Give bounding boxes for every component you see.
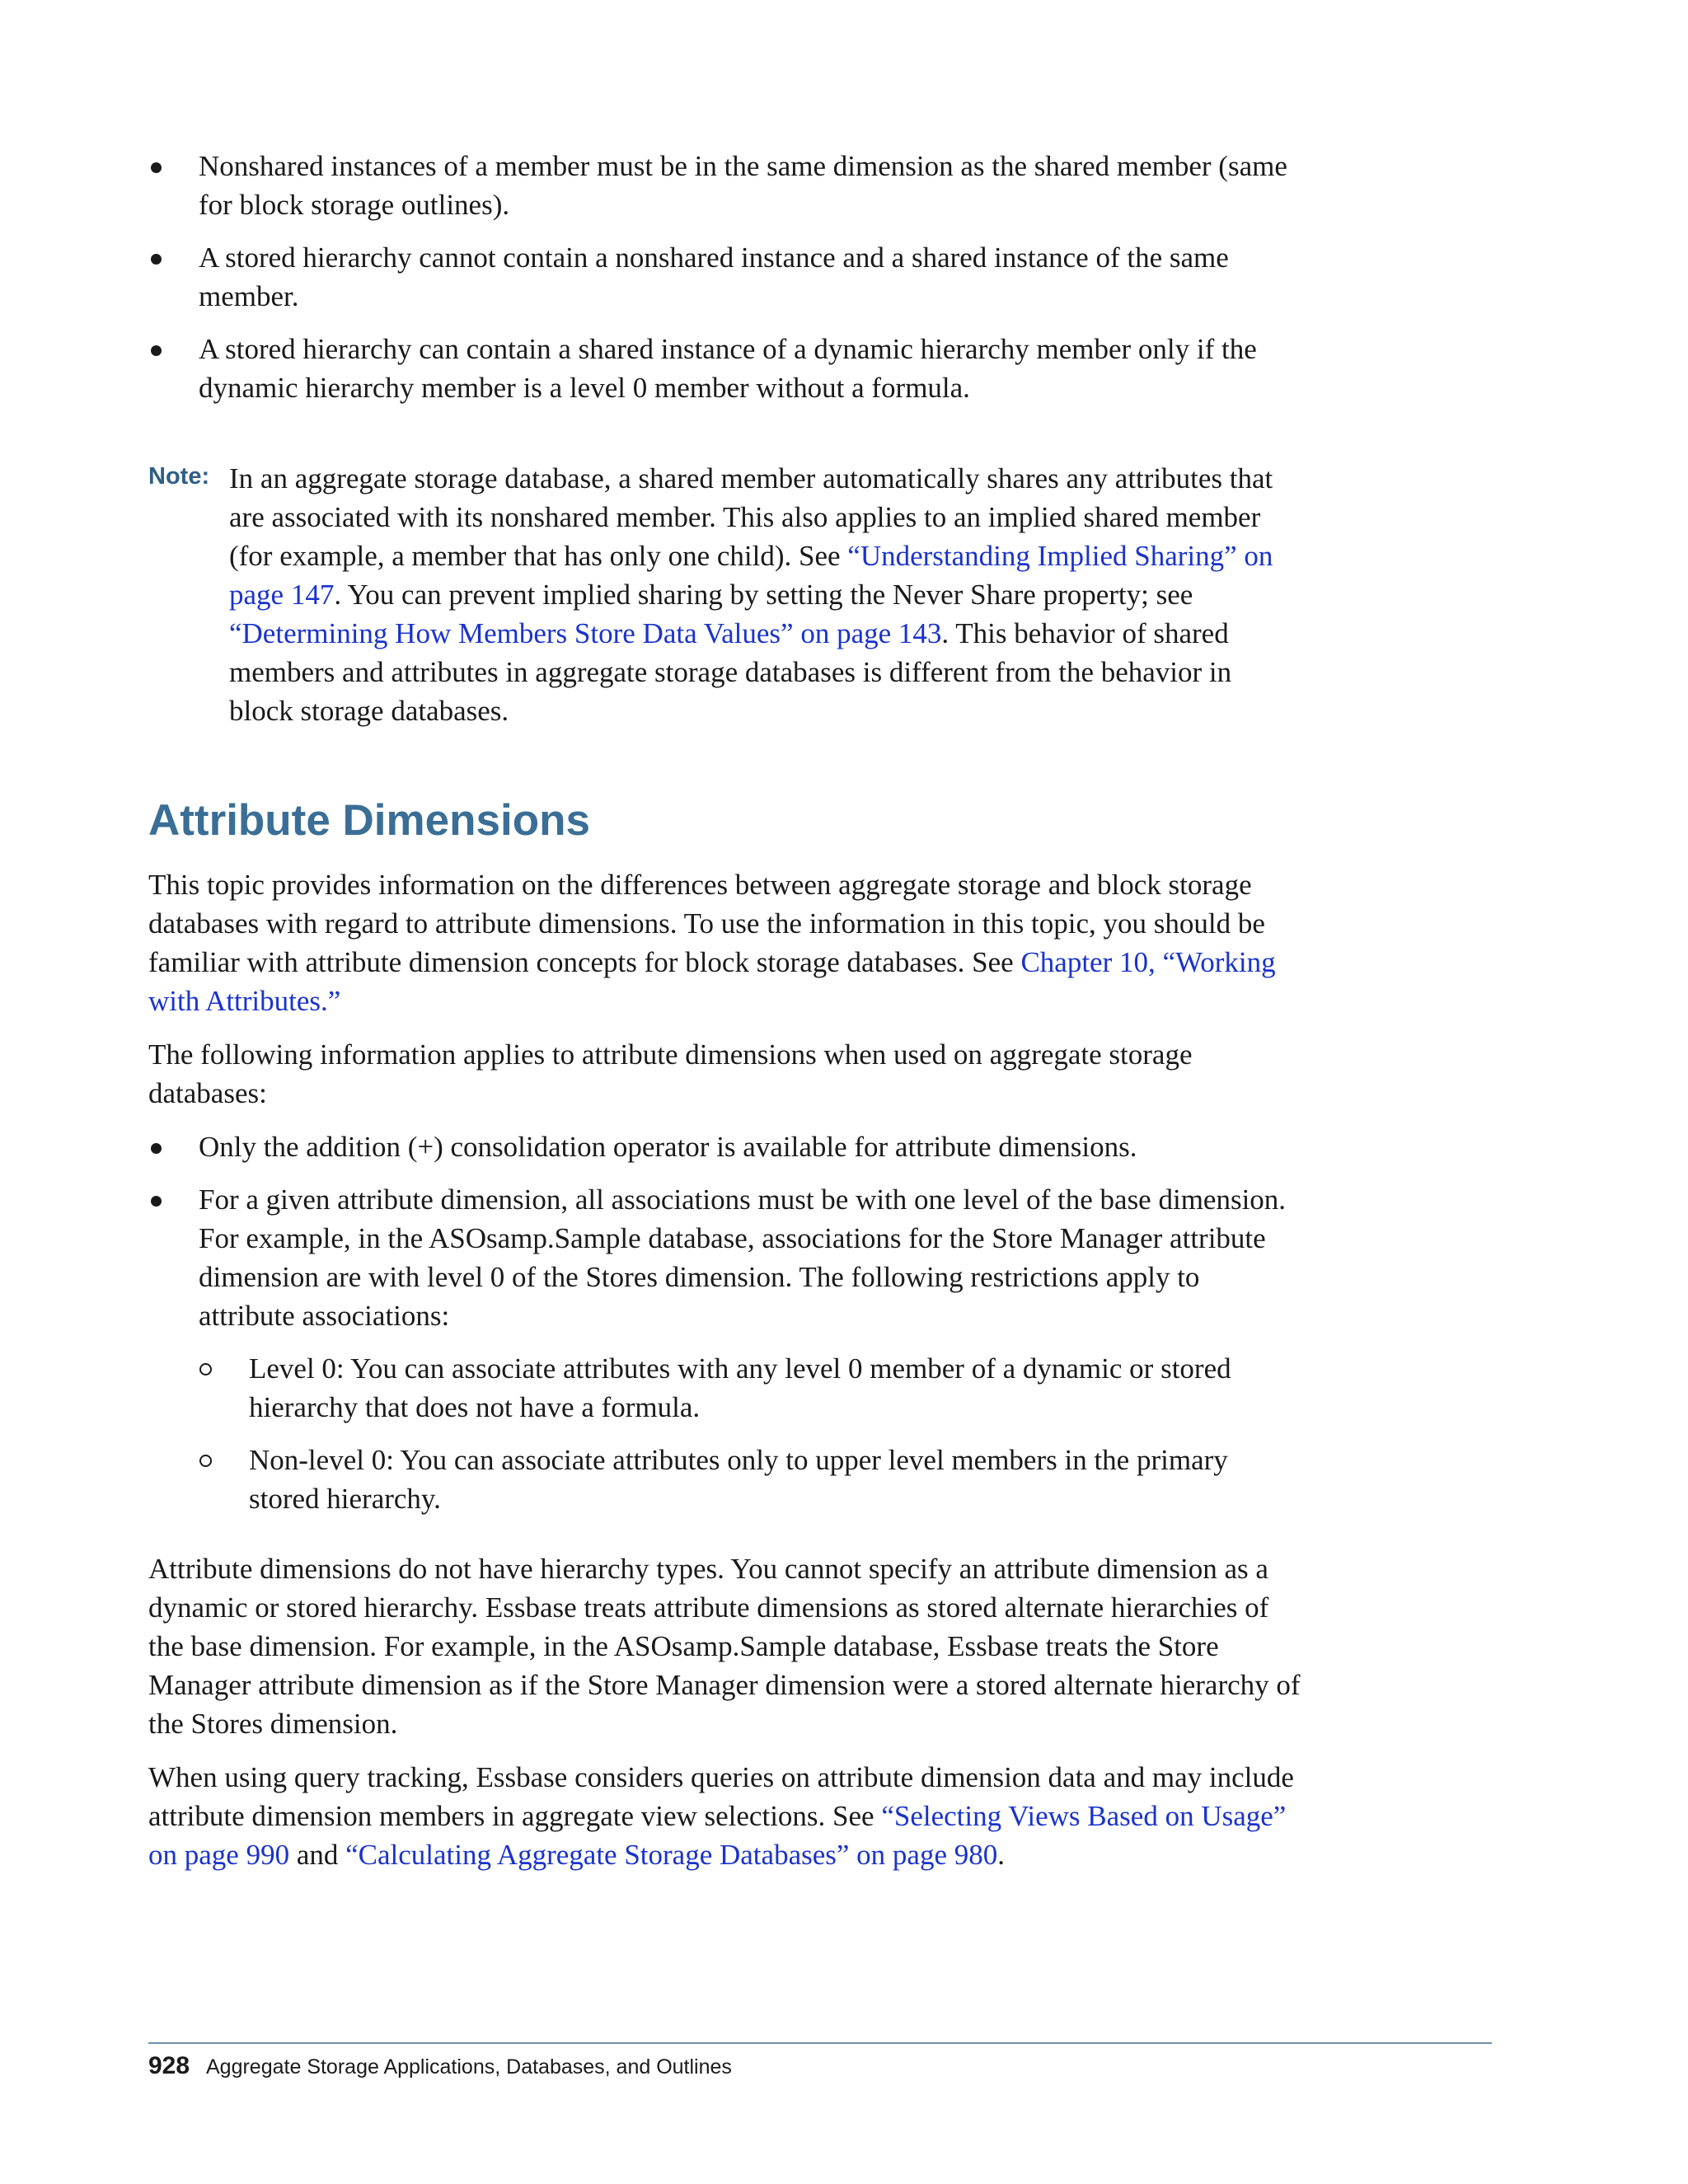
bullet-icon [151,345,162,356]
note-label: Note: [148,463,210,490]
query-text: . [997,1839,1005,1871]
bullet-icon [151,1196,162,1207]
restriction-sub-list [148,1349,1302,1518]
note-text: . This behavior of shared members and attributes in aggregate storage databases is different from the behavior in block storage databases. [229,617,1232,727]
chapter-10-link[interactable]: Chapter 10, “Working with Attributes.” [148,946,1276,1017]
bullet-icon [151,254,162,265]
bullet-text: Nonshared instances of a member must be in the same dimension as the shared member (same for block storage outlines). [199,150,1287,221]
list-item [148,330,1302,407]
bullet-text: A stored hierarchy can contain a shared instance of a dynamic hierarchy member only if the dynamic hierarchy member is a level 0 member without a formula. [199,333,1257,404]
bullet-text: Only the addition (+) consolidation operator is available for attribute dimensions. [199,1131,1137,1163]
footer-title: Aggregate Storage Applications, Databases, and Outlines [206,2055,732,2079]
page-number: 928 [148,2052,190,2079]
top-bullet-list [148,147,1302,407]
intro-text: This topic provides information on the differences between aggregate storage and block storage databases with regard to attribute dimensions. To use the information in this topic, you should be familiar with attribute dimension concepts for block storage databases. See [148,869,1265,978]
lead-in-paragraph: The following information applies to attribute dimensions when used on aggregate storage databases: [148,1038,1193,1109]
list-item [148,238,1302,316]
note-text: In an aggregate storage database, a shared member automatically shares any attributes that are associated with its nonshared member. This also applies to an implied shared member (for example, a member that has only one child). See [229,462,1273,572]
list-item [148,1441,1302,1518]
top-bullet-list-container [148,147,1302,407]
sub-bullet-text: Non-level 0: You can associate attributes only to upper level members in the primary stored hierarchy. [249,1444,1228,1515]
note-body [229,459,1301,730]
bullet-text: For a given attribute dimension, all associations must be with one level of the base dimension. For example, in the ASOsamp.Sample database, associations for the Store Manager attribute dimension are with level 0 of the Stores dimension. The following restrictions apply to attribute associations: [199,1183,1287,1332]
query-text: and [289,1839,346,1871]
selecting-views-link[interactable]: “Selecting Views Based on Usage” on page 990 [148,1800,1287,1871]
attribute-bullet-list [148,1127,1302,1335]
hollow-bullet-icon [199,1363,212,1376]
bullet-icon [151,1143,162,1154]
section-body [148,865,1302,1874]
section-heading: Attribute Dimensions [148,796,590,845]
list-item [148,1127,1302,1166]
hollow-bullet-icon [199,1455,212,1467]
list-item [148,1180,1302,1335]
intro-paragraph [148,865,1302,1020]
hierarchy-paragraph: Attribute dimensions do not have hierarchy types. You cannot specify an attribute dimension as a dynamic or stored hierarchy. Essbase treats attribute dimensions as stored alternate hierarchies of the base dimension. For example, in the ASOsamp.Sample database, Essbase treats the Store Manager attribute dimension as if the Store Manager dimension were a stored alternate hierarchy of the Stores dimension. [148,1553,1301,1740]
footer-divider [148,2042,1492,2044]
query-tracking-paragraph [148,1758,1302,1874]
note-link-implied-sharing[interactable]: “Understanding Implied Sharing” on page 147 [229,540,1273,611]
bullet-icon [151,162,162,173]
bullet-text: A stored hierarchy cannot contain a nonshared instance and a shared instance of the same member. [199,241,1229,312]
note-text: . You can prevent implied sharing by setting the Never Share property; see [334,579,1193,611]
list-item [148,1349,1302,1427]
note-link-store-data-values[interactable]: “Determining How Members Store Data Values” on page 143 [229,617,942,649]
list-item [148,147,1302,224]
calculating-aso-link[interactable]: “Calculating Aggregate Storage Databases” on page 980 [345,1839,998,1871]
sub-bullet-text: Level 0: You can associate attributes with any level 0 member of a dynamic or stored hierarchy that does not have a formula. [249,1352,1231,1423]
query-text: When using query tracking, Essbase considers queries on attribute dimension data and may include attribute dimension members in aggregate view selections. See [148,1761,1294,1832]
